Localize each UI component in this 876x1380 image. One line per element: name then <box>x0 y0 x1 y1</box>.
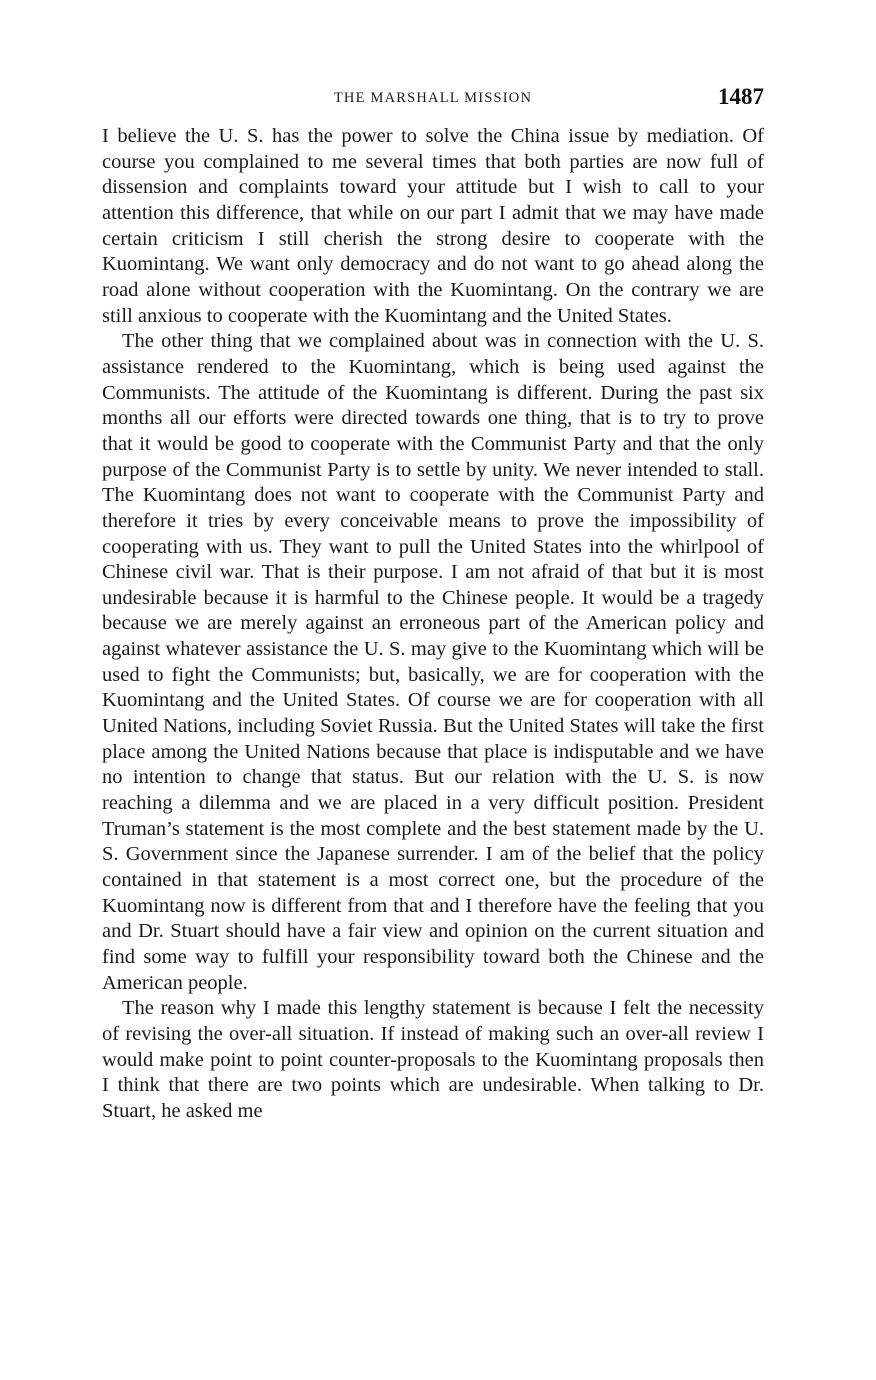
page-header <box>102 84 764 116</box>
running-title: THE MARSHALL MISSION <box>333 90 533 106</box>
body-text <box>102 124 764 1125</box>
paragraph-1: I believe the U. S. has the power to solve the China issue by mediation. Of course you complained to me several times that both parties are now full of dissension and complaints toward your attitude but I wish to call to your attention this difference, that while on our part I admit that we may have made certain criticism I still cherish the strong desire to cooperate with the Kuomintang. We want only democracy and do not want to go ahead along the road alone without cooperation with the Kuomintang. On the contrary we are still anxious to cooperate with the Kuomintang and the United States. <box>102 125 764 327</box>
page-number: 1487 <box>718 84 764 109</box>
paragraph-2: The other thing that we complained about was in connection with the U. S. assistance rendered to the Kuomintang, which is being used against the Communists. The attitude of the Kuomintang is different. During the past six months all our efforts were directed towards one thing, that is to try to prove that it would be good to cooperate with the Communist Party and that the only purpose of the Communist Party is to settle by unity. We never intended to stall. The Kuomintang does not want to cooperate with the Communist Party and therefore it tries by every conceivable means to prove the impossibility of cooperating with us. They want to pull the United States into the whirlpool of Chinese civil war. That is their purpose. I am not afraid of that but it is most undesirable because it is harmful to the Chinese people. It would be a tragedy because we are merely against an erroneous part of the American policy and against whatever assistance the U. S. may give to the Kuomintang which will be used to fight the Communists; but, basically, we are for cooperation with the Kuomintang and the United States. Of course we are for cooperation with all United Nations, including Soviet Russia. But the United States will take the first place among the United Nations because that place is indisputable and we have no intention to change that status. But our relation with the U. S. is now reaching a dilemma and we are placed in a very difficult position. President Truman’s statement is the most complete and the best statement made by the U. S. Government since the Japanese surrender. I am of the belief that the policy contained in that statement is a most correct one, but the procedure of the Kuomintang now is different from that and I therefore have the feeling that you and Dr. Stuart should have a fair view and opinion on the current situation and find some way to fulfill your responsibility toward both the Chinese and the American people. <box>102 330 764 994</box>
paragraph-3: The reason why I made this lengthy statement is because I felt the necessity of revising the over-all situation. If instead of making such an over-all review I would make point to point counter-proposals to the Kuomintang proposals then I think that there are two points which are undesirable. When talking to Dr. Stuart, he asked me <box>102 997 764 1122</box>
